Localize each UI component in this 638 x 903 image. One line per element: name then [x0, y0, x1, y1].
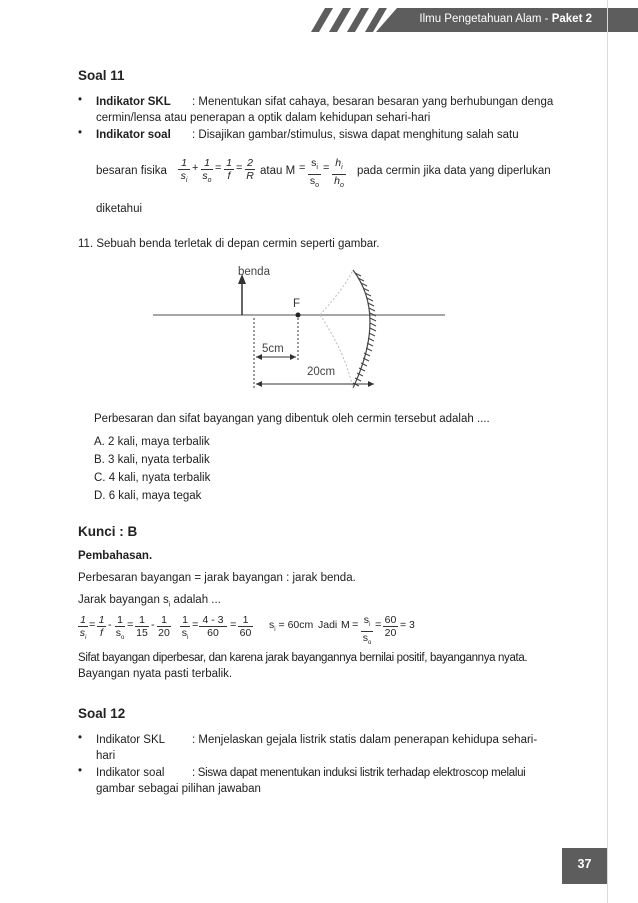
discussion-title: Pembahasan. — [78, 550, 153, 562]
minus-sign: - — [151, 619, 155, 631]
skl-label: Indikator SKL — [96, 96, 171, 108]
equals-sign: = — [127, 619, 134, 631]
soal-label: Indikator soal — [96, 129, 171, 141]
soal-text-besaran: besaran fisika — [96, 165, 167, 177]
calc-1-20: $\frac{1}{20}$ — [158, 614, 170, 639]
equals-sign: = — [215, 162, 222, 174]
calc-1-15: $\frac{1}{15}$ — [136, 614, 148, 639]
equals-sign: = — [192, 619, 199, 631]
soal12-soal-label: Indikator soal — [96, 767, 165, 779]
question-11: 11. Sebuah benda terletak di depan cermin seperti gambar. — [78, 238, 380, 250]
equals-sign: = — [89, 619, 96, 631]
calc-M: M — [341, 619, 350, 631]
calc-1-f: $\frac{1}{f}$ — [98, 614, 105, 639]
mirror-figure — [150, 262, 450, 392]
soal12-title: Soal 12 — [78, 706, 126, 721]
fraction-hi-ho: $\frac{h_i}{h_o}$ — [332, 157, 346, 192]
page-number-box — [562, 848, 607, 884]
fraction-si-so: $\frac{s_i}{s_o}$ — [309, 157, 320, 190]
atau-M: atau M — [260, 165, 296, 177]
calc-4-3-60: $\frac{4 - 3}{60}$ — [199, 614, 227, 639]
fraction-1-so: $\frac{1}{s_o}$ — [202, 157, 212, 185]
skl-text: : Menentukan sifat cahaya, besaran besaran yang berhubungan denga — [192, 96, 554, 108]
discussion-line-2: Jarak bayangan $s_i$ adalah ... — [78, 594, 221, 609]
page-edge — [607, 0, 608, 903]
bullet: • — [78, 94, 83, 106]
soal-text-cermin: pada cermin jika data yang diperlukan — [357, 165, 551, 177]
focus-point — [296, 313, 301, 318]
focus-label: F — [293, 298, 301, 310]
page-number: 37 — [577, 857, 592, 871]
soal-text-diketahui: diketahui — [96, 203, 143, 215]
distance-20cm-label: 20cm — [307, 366, 336, 378]
equals-sign: = — [230, 619, 237, 631]
calc-1-so: $\frac{1}{s_o}$ — [115, 614, 125, 642]
option-c: C. 4 kali, nyata terbalik — [94, 472, 211, 484]
soal12-skl-text-cont: hari — [96, 750, 116, 762]
soal11-title: Soal 11 — [78, 68, 125, 83]
answer-key: Kunci : B — [78, 524, 138, 539]
plus-sign: + — [192, 162, 199, 174]
question-prompt: Perbesaran dan sifat bayangan yang dibentuk oleh cermin tersebut adalah .... — [94, 413, 490, 425]
calc-1-si-b: $\frac{1}{s_i}$ — [181, 614, 189, 642]
equals-sign: = — [299, 162, 306, 174]
option-a: A. 2 kali, maya terbalik — [94, 436, 210, 448]
fraction-2-R: $\frac{2}{R}$ — [246, 157, 254, 182]
concave-mirror — [353, 270, 370, 388]
calc-si-result: $s_i = 60cm$ — [269, 619, 314, 634]
minus-sign: - — [108, 619, 112, 631]
calc-M-result: = 3 — [400, 619, 415, 631]
equals-sign: = — [375, 619, 382, 631]
fraction-1-f: $\frac{1}{f}$ — [224, 157, 234, 182]
skl-text-cont: cermin/lensa atau penerapan a optik dalam kehidupan sehari-hari — [96, 112, 431, 124]
equals-sign: = — [352, 619, 359, 631]
discussion-line-1: Perbesaran bayangan = jarak bayangan : jarak benda. — [78, 572, 356, 584]
distance-5cm-label: 5cm — [262, 343, 284, 355]
calc-jadi: Jadi — [318, 619, 338, 631]
equals-sign: = — [323, 162, 330, 174]
soal12-soal-text-cont: gambar sebagai pilihan jawaban — [96, 783, 261, 795]
fraction-1-si: $\frac{1}{s_i}$ — [178, 157, 190, 187]
calc-si-so: $\frac{s_i}{s_o}$ — [362, 614, 372, 647]
soal12-skl-text: : Menjelaskan gejala listrik statis dalam penerapan kehidupa sehari- — [192, 734, 538, 746]
calc-60-20: $\frac{60}{20}$ — [384, 614, 397, 639]
calc-1-60: $\frac{1}{60}$ — [239, 614, 252, 639]
bullet: • — [78, 732, 83, 744]
option-d: D. 6 kali, maya tegak — [94, 490, 202, 502]
conclusion-line-1: Sifat bayangan diperbesar, dan karena jarak bayangannya bernilai positif, bayangannya nyata. — [78, 652, 528, 664]
soal12-skl-label: Indikator SKL — [96, 734, 166, 746]
option-b: B. 3 kali, nyata terbalik — [94, 454, 210, 466]
calc-1-si: $\frac{1}{s_i}$ — [79, 614, 87, 642]
conclusion-line-2: Bayangan nyata pasti terbalik. — [78, 668, 233, 680]
bullet: • — [78, 127, 83, 139]
header-title — [419, 13, 592, 25]
soal-text: : Disajikan gambar/stimulus, siswa dapat menghitung salah satu — [192, 129, 519, 141]
equals-sign: = — [236, 162, 243, 174]
header-subject: Ilmu Pengetahuan Alam - — [419, 13, 552, 25]
soal12-soal-text: : Siswa dapat menentukan induksi listrik terhadap elektroscop melalui — [192, 767, 526, 779]
object-label: benda — [238, 266, 270, 278]
header-package: Paket 2 — [551, 13, 592, 25]
bullet: • — [78, 765, 83, 777]
